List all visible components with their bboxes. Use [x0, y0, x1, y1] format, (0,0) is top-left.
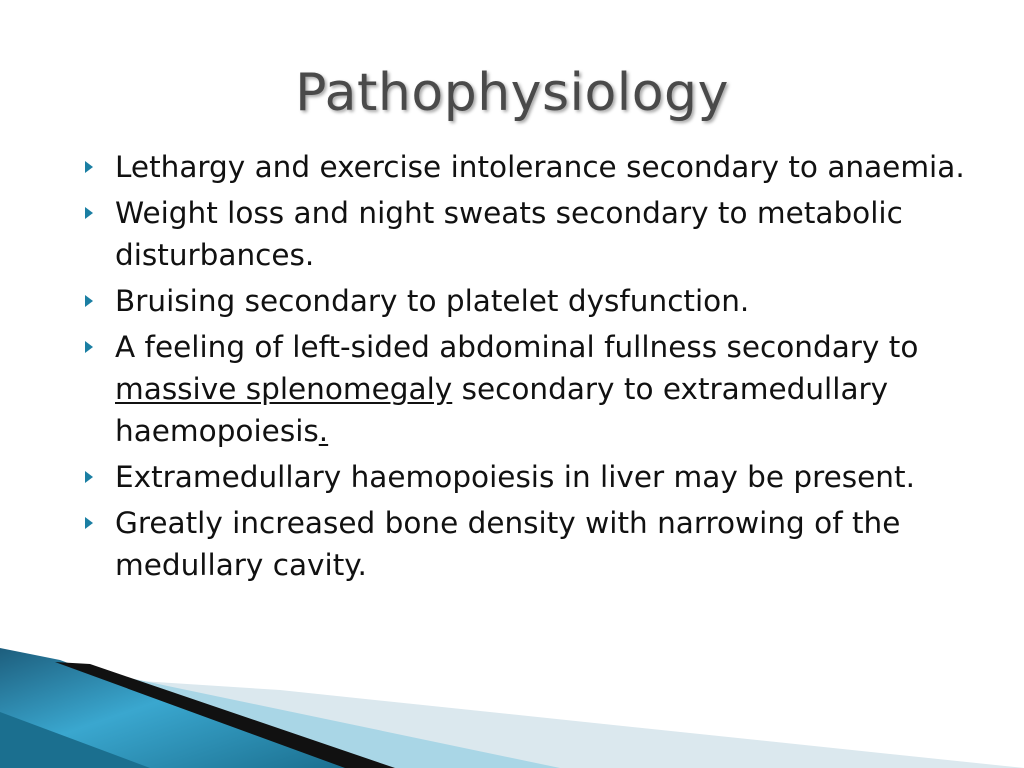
bullet-item: [85, 146, 965, 188]
bullet-item: [85, 192, 965, 276]
bullet-text: Extramedullary haemopoiesis in liver may be present.: [115, 460, 915, 494]
corner-stripe-dark: [0, 712, 150, 768]
bullet-arrow-icon: [85, 517, 93, 529]
bullet-arrow-icon: [85, 341, 93, 353]
bullet-list: [85, 146, 965, 590]
bullet-item: [85, 326, 965, 452]
corner-stripe-pale: [0, 672, 1024, 768]
bullet-text: Weight loss and night sweats secondary to metabolic disturbances.: [115, 196, 903, 272]
bullet-text: secondary to extramedullary haemopoiesis: [115, 372, 889, 448]
bullet-text: A feeling of left-sided abdominal fullness secondary to: [115, 330, 919, 364]
underlined-text: .: [318, 414, 329, 448]
bullet-text: Greatly increased bone density with narrowing of the medullary cavity.: [115, 506, 901, 582]
corner-stripe-blue: [0, 648, 350, 768]
underlined-text: massive splenomegaly: [115, 372, 453, 406]
bullet-arrow-icon: [85, 471, 93, 483]
bullet-text: Lethargy and exercise intolerance secondary to anaemia.: [115, 150, 965, 184]
bullet-text: Bruising secondary to platelet dysfunction.: [115, 284, 750, 318]
bullet-arrow-icon: [85, 161, 93, 173]
bullet-arrow-icon: [85, 295, 93, 307]
bullet-item: [85, 502, 965, 586]
bullet-item: [85, 280, 965, 322]
bullet-item: [85, 456, 965, 498]
corner-stripe-black: [55, 662, 395, 768]
bullet-arrow-icon: [85, 207, 93, 219]
corner-stripe-light: [0, 664, 560, 768]
slide-title: Pathophysiology: [295, 63, 729, 123]
